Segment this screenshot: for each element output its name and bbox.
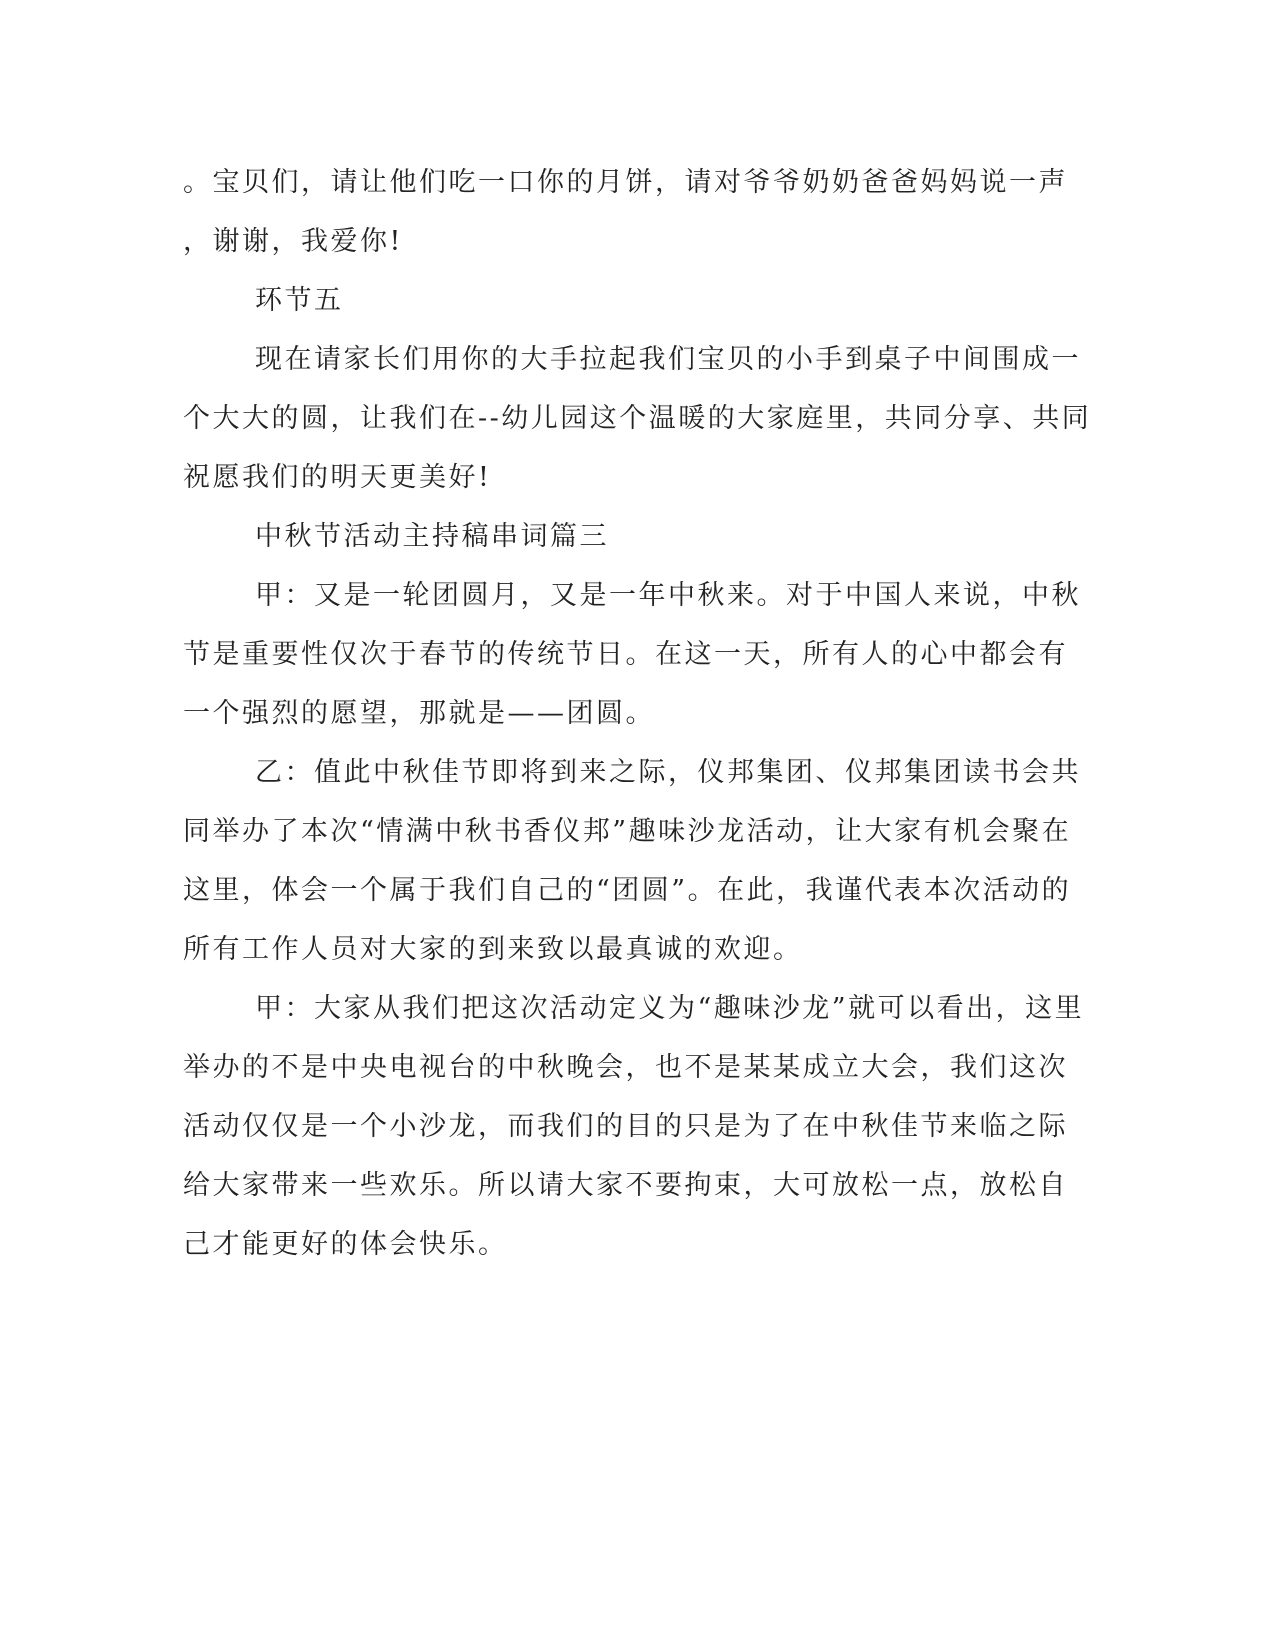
- text-line: 给大家带来一些欢乐。所以请大家不要拘束，大可放松一点，放松自: [183, 1170, 1068, 1201]
- text-line: 个大大的圆，让我们在--幼儿园这个温暖的大家庭里，共同分享、共同: [183, 403, 1092, 434]
- text-line: ，谢谢，我爱你!: [183, 226, 403, 257]
- text-line: 所有工作人员对大家的到来致以最真诚的欢迎。: [183, 934, 803, 965]
- text-line: 举办的不是中央电视台的中秋晚会，也不是某某成立大会，我们这次: [183, 1052, 1068, 1083]
- section-heading: 环节五: [255, 285, 344, 316]
- paragraph-first-line: 现在请家长们用你的大手拉起我们宝贝的小手到桌子中间围成一: [255, 344, 1081, 375]
- text-line: 同举办了本次“情满中秋书香仪邦”趣味沙龙活动，让大家有机会聚在: [183, 816, 1072, 847]
- text-line: 己才能更好的体会快乐。: [183, 1229, 508, 1260]
- body-text: [183, 165, 1092, 1286]
- paragraph-first-line: 甲：又是一轮团圆月，又是一年中秋来。对于中国人来说，中秋: [255, 580, 1081, 611]
- section-heading: 中秋节活动主持稿串词篇三: [255, 521, 609, 552]
- text-line: 。宝贝们，请让他们吃一口你的月饼，请对爷爷奶奶爸爸妈妈说一声: [183, 167, 1068, 198]
- text-line: 一个强烈的愿望，那就是——团圆。: [183, 698, 655, 729]
- text-line: 节是重要性仅次于春节的传统节日。在这一天，所有人的心中都会有: [183, 639, 1068, 670]
- text-line: 祝愿我们的明天更美好!: [183, 462, 492, 493]
- text-line: 活动仅仅是一个小沙龙，而我们的目的只是为了在中秋佳节来临之际: [183, 1111, 1068, 1142]
- paragraph-first-line: 乙：值此中秋佳节即将到来之际，仪邦集团、仪邦集团读书会共: [255, 757, 1081, 788]
- text-line: 这里，体会一个属于我们自己的“团圆”。在此，我谨代表本次活动的: [183, 875, 1072, 906]
- paragraph-first-line: 甲：大家从我们把这次活动定义为“趣味沙龙”就可以看出，这里: [255, 993, 1085, 1024]
